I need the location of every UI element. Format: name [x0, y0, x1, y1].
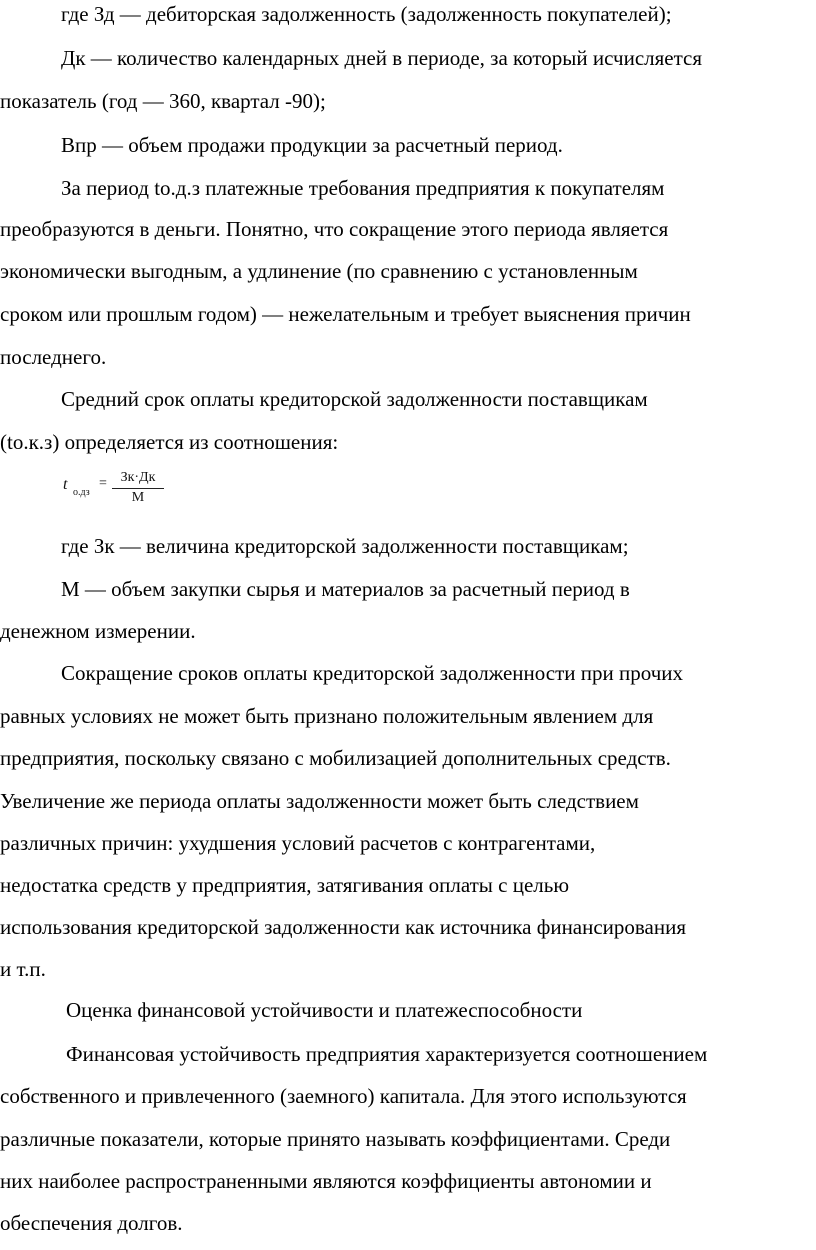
text-line: где Зд — дебиторская задолженность (задолженность покупателей);	[61, 2, 672, 26]
text-line: М — объем закупки сырья и материалов за расчетный период в	[61, 577, 630, 601]
text-line: преобразуются в деньги. Понятно, что сокращение этого периода является	[0, 217, 669, 241]
text-line: где Зк — величина кредиторской задолженности поставщикам;	[61, 534, 629, 558]
text-line: последнего.	[0, 345, 107, 369]
text-line: различных причин: ухудшения условий расчетов с контрагентами,	[0, 831, 596, 855]
text-line: предприятия, поскольку связано с мобилизацией дополнительных средств.	[0, 746, 671, 770]
text-line: использования кредиторской задолженности как источника финансирования	[0, 915, 687, 939]
formula-variable: t	[63, 476, 68, 493]
formula-equals: =	[99, 476, 107, 491]
text-line: различные показатели, которые принято называть коэффициентами. Среди	[0, 1127, 671, 1151]
text-line: собственного и привлеченного (заемного) капитала. Для этого используются	[0, 1084, 687, 1108]
text-line: (tо.к.з) определяется из соотношения:	[0, 430, 339, 454]
text-line: показатель (год — 360, квартал -90);	[0, 89, 326, 113]
text-line: них наиболее распространенными являются коэффициенты автономии и	[0, 1169, 652, 1193]
formula-denominator: М	[131, 490, 145, 505]
text-line: Средний срок оплаты кредиторской задолженности поставщикам	[61, 387, 648, 411]
text-line: экономически выгодным, а удлинение (по сравнению с установленным	[0, 259, 638, 283]
formula-subscript: о.дз	[73, 487, 90, 498]
text-line: обеспечения долгов.	[0, 1211, 183, 1235]
text-line: равных условиях не может быть признано положительным явлением для	[0, 704, 654, 728]
text-line: Увеличение же периода оплаты задолженности может быть следствием	[0, 789, 639, 813]
formula-fraction-bar	[112, 488, 164, 489]
text-line: За период to.д.з платежные требования предприятия к покупателям	[61, 176, 665, 200]
section-heading: Оценка финансовой устойчивости и платежеспособности	[66, 998, 583, 1022]
text-line: Впр — объем продажи продукции за расчетный период.	[61, 133, 563, 157]
formula-numerator: Зк·Дк	[120, 470, 156, 485]
text-line: Дк — количество календарных дней в периоде, за который исчисляется	[61, 46, 703, 70]
text-line: сроком или прошлым годом) — нежелательным и требует выяснения причин	[0, 302, 691, 326]
text-line: денежном измерении.	[0, 619, 196, 643]
text-line: Финансовая устойчивость предприятия характеризуется соотношением	[66, 1042, 708, 1066]
text-line: и т.п.	[0, 957, 46, 981]
text-line: Сокращение сроков оплаты кредиторской задолженности при прочих	[61, 661, 684, 685]
formula	[60, 470, 170, 518]
text-line: недостатка средств у предприятия, затягивания оплаты с целью	[0, 873, 570, 897]
